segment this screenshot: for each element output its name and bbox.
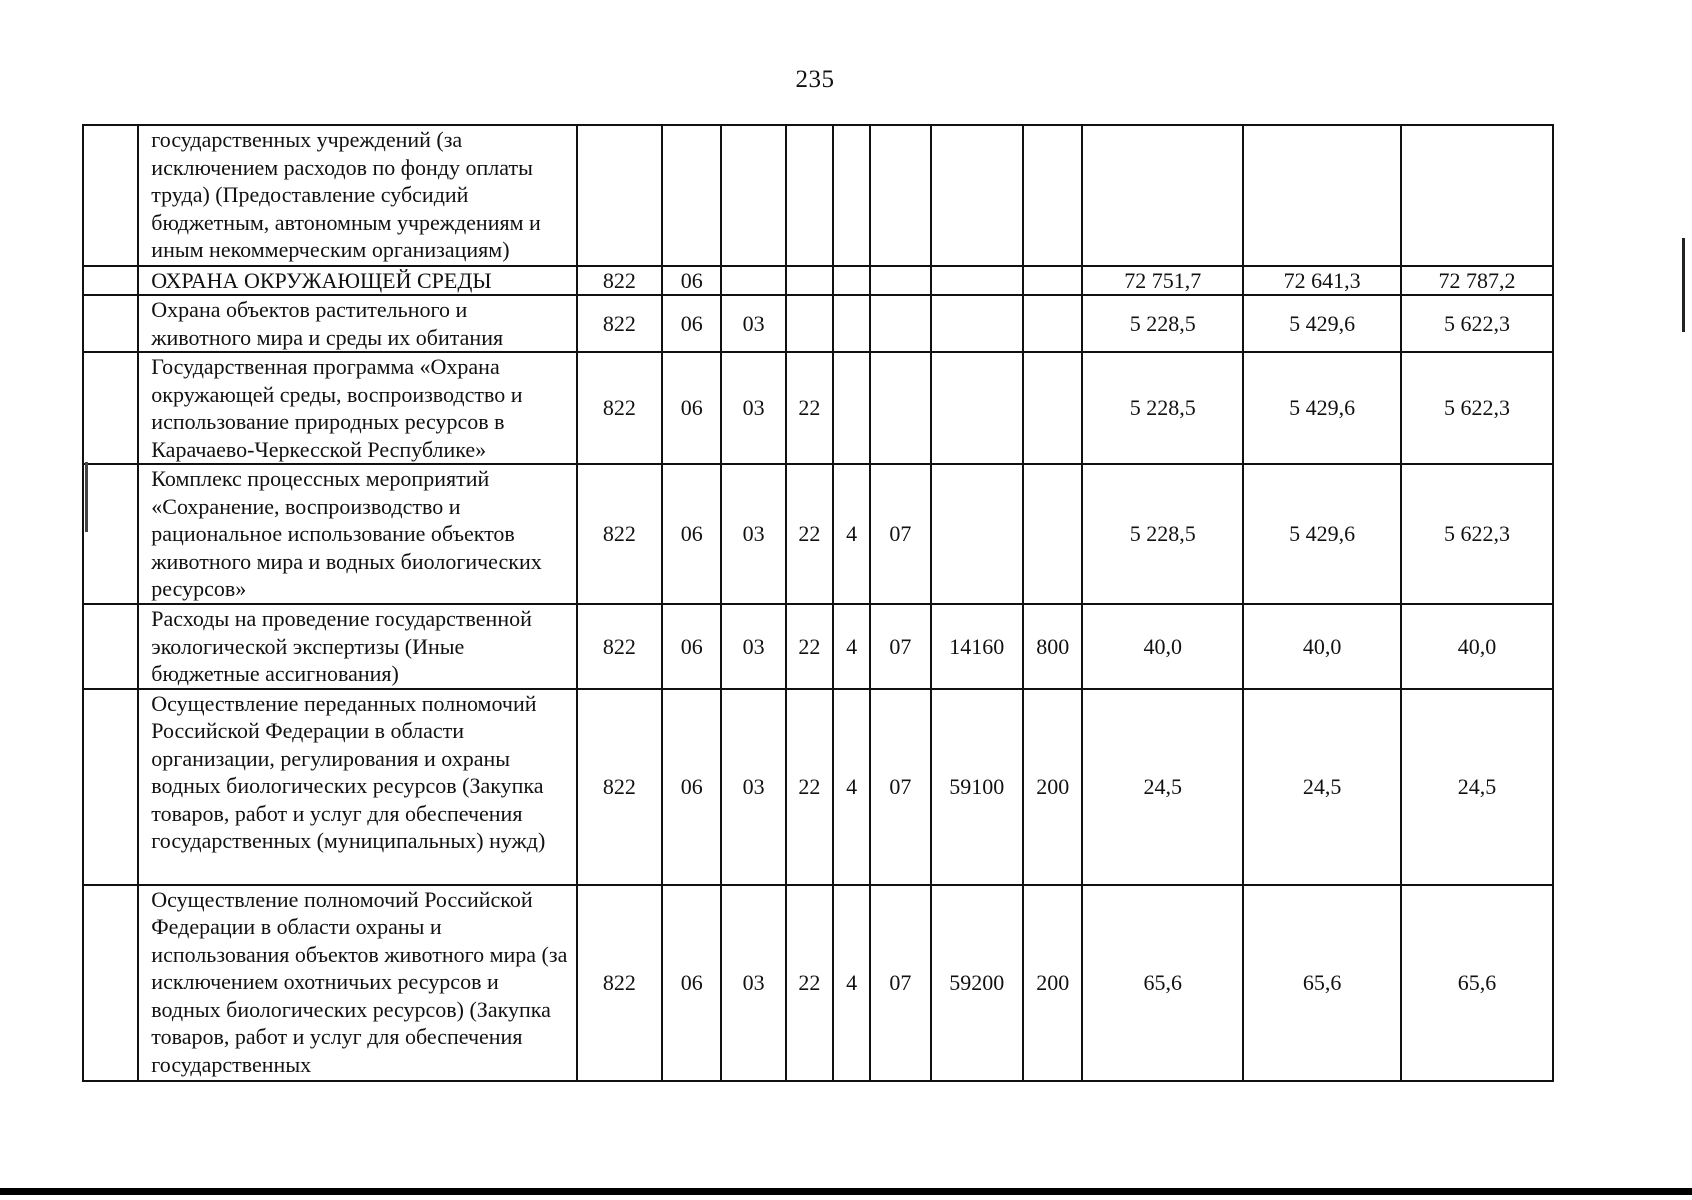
table-row bbox=[83, 604, 1553, 689]
ministry-code-cell: 822 bbox=[577, 885, 662, 1081]
ministry-code-cell: 822 bbox=[577, 689, 662, 885]
subsection-code-cell bbox=[721, 266, 785, 295]
subsection-code-cell bbox=[721, 125, 785, 266]
event-code-cell bbox=[870, 266, 930, 295]
program-code-cell: 22 bbox=[786, 352, 833, 464]
table-row bbox=[83, 125, 1553, 266]
section-code-cell: 06 bbox=[662, 266, 721, 295]
section-code-cell: 06 bbox=[662, 464, 721, 604]
amount-2023-cell: 5 228,5 bbox=[1082, 295, 1243, 352]
amount-2025-cell bbox=[1401, 125, 1553, 266]
table-body bbox=[83, 125, 1553, 1081]
expense-type-cell bbox=[1023, 295, 1082, 352]
subsection-code-cell: 03 bbox=[721, 885, 785, 1081]
direction-code-cell bbox=[931, 464, 1024, 604]
ministry-code-cell: 822 bbox=[577, 266, 662, 295]
direction-code-cell bbox=[931, 125, 1024, 266]
table-row bbox=[83, 266, 1553, 295]
scan-edge-mark bbox=[1682, 238, 1685, 332]
row-name-cell: Государственная программа «Охрана окружающей среды, воспроизводство и использование природных ресурсов в Карачаево-Черкесской Республике» bbox=[138, 352, 576, 464]
table-row bbox=[83, 689, 1553, 885]
event-code-cell bbox=[870, 295, 930, 352]
event-code-cell: 07 bbox=[870, 689, 930, 885]
type-code-cell bbox=[833, 266, 870, 295]
amount-2024-cell: 40,0 bbox=[1243, 604, 1401, 689]
amount-2023-cell bbox=[1082, 125, 1243, 266]
subsection-code-cell: 03 bbox=[721, 295, 785, 352]
program-code-cell bbox=[786, 125, 833, 266]
amount-2024-cell: 24,5 bbox=[1243, 689, 1401, 885]
program-code-cell bbox=[786, 295, 833, 352]
amount-2025-cell: 24,5 bbox=[1401, 689, 1553, 885]
row-name-cell: Охрана объектов растительного и животного мира и среды их обитания bbox=[138, 295, 576, 352]
amount-2025-cell: 40,0 bbox=[1401, 604, 1553, 689]
program-code-cell bbox=[786, 266, 833, 295]
expense-type-cell: 800 bbox=[1023, 604, 1082, 689]
amount-2023-cell: 40,0 bbox=[1082, 604, 1243, 689]
row-number-cell bbox=[83, 689, 138, 885]
event-code-cell: 07 bbox=[870, 464, 930, 604]
row-name-cell: Расходы на проведение государственной экологической экспертизы (Иные бюджетные ассигнования) bbox=[138, 604, 576, 689]
amount-2024-cell: 5 429,6 bbox=[1243, 295, 1401, 352]
type-code-cell: 4 bbox=[833, 464, 870, 604]
row-name-cell: Осуществление полномочий Российской Федерации в области охраны и использования объектов животного мира (за исключением охотничьих ресурсов и водных биологических ресурсов) (Закупка товаров, работ и услуг для обеспечения государственных bbox=[138, 885, 576, 1081]
expense-type-cell bbox=[1023, 464, 1082, 604]
direction-code-cell: 14160 bbox=[931, 604, 1024, 689]
expense-type-cell bbox=[1023, 266, 1082, 295]
section-code-cell: 06 bbox=[662, 295, 721, 352]
direction-code-cell: 59100 bbox=[931, 689, 1024, 885]
subsection-code-cell: 03 bbox=[721, 352, 785, 464]
type-code-cell bbox=[833, 295, 870, 352]
section-code-cell: 06 bbox=[662, 885, 721, 1081]
program-code-cell: 22 bbox=[786, 464, 833, 604]
direction-code-cell bbox=[931, 266, 1024, 295]
amount-2025-cell: 5 622,3 bbox=[1401, 295, 1553, 352]
program-code-cell: 22 bbox=[786, 689, 833, 885]
table-row bbox=[83, 464, 1553, 604]
row-number-cell bbox=[83, 266, 138, 295]
expense-type-cell: 200 bbox=[1023, 885, 1082, 1081]
row-number-cell bbox=[83, 604, 138, 689]
table-row bbox=[83, 295, 1553, 352]
amount-2024-cell: 72 641,3 bbox=[1243, 266, 1401, 295]
section-code-cell bbox=[662, 125, 721, 266]
expense-type-cell bbox=[1023, 352, 1082, 464]
table-row bbox=[83, 352, 1553, 464]
row-name-cell: Комплекс процессных мероприятий «Сохранение, воспроизводство и рациональное использование объектов животного мира и водных биологических ресурсов» bbox=[138, 464, 576, 604]
row-number-cell bbox=[83, 352, 138, 464]
event-code-cell: 07 bbox=[870, 604, 930, 689]
event-code-cell: 07 bbox=[870, 885, 930, 1081]
type-code-cell: 4 bbox=[833, 604, 870, 689]
type-code-cell: 4 bbox=[833, 689, 870, 885]
bottom-rule bbox=[0, 1188, 1692, 1195]
amount-2023-cell: 24,5 bbox=[1082, 689, 1243, 885]
row-number-cell bbox=[83, 464, 138, 604]
page-number: 235 bbox=[795, 66, 835, 93]
ministry-code-cell bbox=[577, 125, 662, 266]
subsection-code-cell: 03 bbox=[721, 464, 785, 604]
budget-table bbox=[82, 124, 1554, 1082]
row-name-cell: Осуществление переданных полномочий Российской Федерации в области организации, регулирования и охраны водных биологических ресурсов (Закупка товаров, работ и услуг для обеспечения государственных (муниципальных) нужд) bbox=[138, 689, 576, 885]
amount-2025-cell: 72 787,2 bbox=[1401, 266, 1553, 295]
ministry-code-cell: 822 bbox=[577, 352, 662, 464]
event-code-cell bbox=[870, 352, 930, 464]
direction-code-cell: 59200 bbox=[931, 885, 1024, 1081]
amount-2023-cell: 5 228,5 bbox=[1082, 464, 1243, 604]
section-code-cell: 06 bbox=[662, 352, 721, 464]
type-code-cell bbox=[833, 125, 870, 266]
section-code-cell: 06 bbox=[662, 689, 721, 885]
row-name-cell: государственных учреждений (за исключением расходов по фонду оплаты труда) (Предоставление субсидий бюджетным, автономным учреждениям и иным некоммерческим организациям) bbox=[138, 125, 576, 266]
ministry-code-cell: 822 bbox=[577, 295, 662, 352]
row-number-cell bbox=[83, 885, 138, 1081]
amount-2023-cell: 65,6 bbox=[1082, 885, 1243, 1081]
amount-2023-cell: 5 228,5 bbox=[1082, 352, 1243, 464]
expense-type-cell bbox=[1023, 125, 1082, 266]
section-code-cell: 06 bbox=[662, 604, 721, 689]
program-code-cell: 22 bbox=[786, 604, 833, 689]
type-code-cell: 4 bbox=[833, 885, 870, 1081]
amount-2025-cell: 5 622,3 bbox=[1401, 352, 1553, 464]
program-code-cell: 22 bbox=[786, 885, 833, 1081]
amount-2025-cell: 65,6 bbox=[1401, 885, 1553, 1081]
type-code-cell bbox=[833, 352, 870, 464]
subsection-code-cell: 03 bbox=[721, 604, 785, 689]
amount-2024-cell: 5 429,6 bbox=[1243, 464, 1401, 604]
ministry-code-cell: 822 bbox=[577, 464, 662, 604]
row-name-cell: ОХРАНА ОКРУЖАЮЩЕЙ СРЕДЫ bbox=[138, 266, 576, 295]
direction-code-cell bbox=[931, 352, 1024, 464]
amount-2025-cell: 5 622,3 bbox=[1401, 464, 1553, 604]
table-row bbox=[83, 885, 1553, 1081]
amount-2024-cell: 5 429,6 bbox=[1243, 352, 1401, 464]
amount-2024-cell bbox=[1243, 125, 1401, 266]
ministry-code-cell: 822 bbox=[577, 604, 662, 689]
amount-2024-cell: 65,6 bbox=[1243, 885, 1401, 1081]
row-number-cell bbox=[83, 125, 138, 266]
scan-binding-mark bbox=[85, 462, 88, 532]
direction-code-cell bbox=[931, 295, 1024, 352]
expense-type-cell: 200 bbox=[1023, 689, 1082, 885]
amount-2023-cell: 72 751,7 bbox=[1082, 266, 1243, 295]
subsection-code-cell: 03 bbox=[721, 689, 785, 885]
row-number-cell bbox=[83, 295, 138, 352]
event-code-cell bbox=[870, 125, 930, 266]
